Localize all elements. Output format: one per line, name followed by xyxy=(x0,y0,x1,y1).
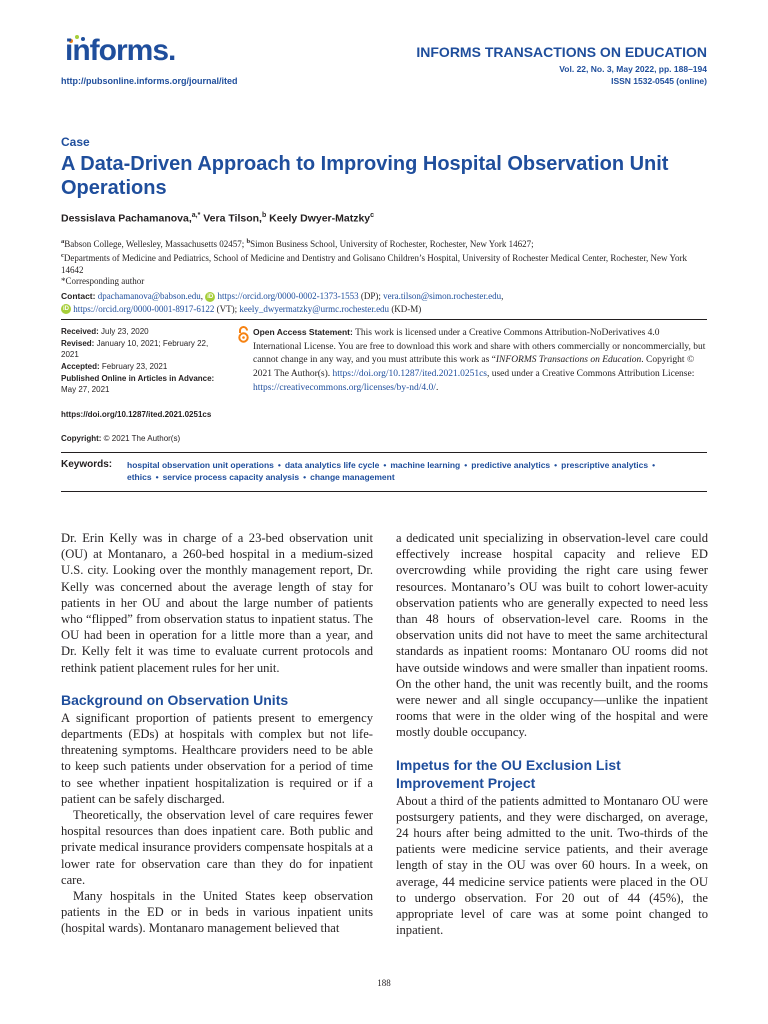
open-access-icon xyxy=(237,326,250,343)
page-number: 188 xyxy=(377,978,391,988)
body-paragraph: About a third of the patients admitted to Montanaro OU were postsurgery patients, and they were discharged, on average, 24 hours after being admitted to the unit. Two-thirds of the patients were medicine service patients, and their average length of stay in the OU was over 60 hours. In a week, on average, 44 medicine service patients were placed in the OU to undergo observation. For 20 out of 44 (45%), the appropriate level of care was at some point changed to inpatient. xyxy=(396,793,708,938)
keyword-separator: • xyxy=(383,460,387,470)
divider xyxy=(61,491,707,492)
author-name: Vera Tilson, xyxy=(200,212,262,225)
open-access-statement xyxy=(253,326,708,396)
informs-logo xyxy=(61,34,176,70)
affiliations xyxy=(61,236,711,276)
volume-info: Vol. 22, No. 3, May 2022, pp. 188–194 xyxy=(559,64,707,74)
corresponding-author-note: *Corresponding author xyxy=(61,276,145,286)
issn-info: ISSN 1532-0545 (online) xyxy=(611,76,707,86)
section-heading: Impetus for the OU Exclusion List Improvement Project xyxy=(396,756,621,791)
open-access-text: . Copyright © 2021 The Author(s). xyxy=(253,355,695,380)
published-date: May 27, 2021 xyxy=(61,385,110,394)
body-paragraph: Theoretically, the observation level of care requires fewer hospital resources than does inpatient care. Both public and private medical insurance providers compensate hospitals at a lower rate for observation care than they do for inpatient care. xyxy=(61,808,373,887)
license-link[interactable]: https://creativecommons.org/licenses/by-nd/4.0/ xyxy=(253,382,436,393)
author-superscript: c xyxy=(370,212,375,219)
open-access-text: This work is licensed under a Creative Commons Attribution-NoDerivatives 4.0 International License. You are free to download this work and share with others commercially or noncommercially, but cannot change in any way, and you must attribute this work as “ xyxy=(253,328,706,366)
journal-name-italic: INFORMS Transactions on Education xyxy=(495,355,642,366)
orcid-icon: iD xyxy=(207,293,214,300)
keyword-link[interactable]: ethics xyxy=(127,472,152,482)
divider xyxy=(61,452,707,453)
affil-sup: c xyxy=(61,252,64,259)
body-paragraph: Many hospitals in the United States keep observation patients in the ED or in beds in various inpatient units (hospital wards). Montanaro management believed that xyxy=(61,889,373,936)
author-list xyxy=(61,212,374,225)
open-access-text: , used under a Creative Commons Attribution License: xyxy=(486,369,695,380)
open-access-text: . xyxy=(435,382,439,393)
author-tag: (VT); xyxy=(216,303,238,314)
affil-sup: a xyxy=(61,238,65,245)
article-type: Case xyxy=(61,135,90,149)
body-paragraph: A significant proportion of patients present to emergency departments (EDs) at hospitals with complex but not life-threatening symptoms. Healthcare providers need to be able to keep such patients under observation for a period of time to see whether inpatient hospitalization is required or if a patient can be safely discharged. xyxy=(61,710,373,806)
affil-sup: b xyxy=(246,238,251,245)
section-heading: Background on Observation Units xyxy=(61,691,289,708)
keywords-label: Keywords: xyxy=(61,459,113,470)
body-column-left xyxy=(61,530,373,937)
affil-text: Babson College, Wellesley, Massachusetts 02457; xyxy=(64,239,247,249)
received-date: July 23, 2020 xyxy=(101,327,149,336)
copyright-text: © 2021 The Author(s) xyxy=(103,434,181,443)
open-access-label: Open Access Statement: xyxy=(253,327,353,337)
keyword-separator: • xyxy=(652,460,656,470)
body-paragraph: a dedicated unit specializing in observation-level care could effectively increase hospital capacity and relieve ED overcrowding while providing the right care using fewer resources. Montanaro’s OU was built to cohort lower-acuity observation patients who are generally expected to need less than 48 hours of observation-level care. Rooms in the observation units did not have to meet the same architectural standards as inpatient rooms: Montanaro OU rooms did not have outside windows and were smaller than inpatient rooms. On the other hand, the unit was recently built, and the rooms were newer and all single occupancy—unlike the inpatient rooms that were in the older wing of the hospital and were mostly double occupancy. xyxy=(396,531,708,740)
journal-title: INFORMS TRANSACTIONS ON EDUCATION xyxy=(416,44,707,60)
article-dates xyxy=(61,326,221,396)
keyword-separator: • xyxy=(464,460,468,470)
email-link[interactable]: keely_dwyermatzky@urmc.rochester.edu xyxy=(239,303,390,314)
keyword-link[interactable]: predictive analytics xyxy=(471,460,551,470)
contact-info: Contact: dpachamanova@babson.edu, iD https://orcid.org/0000-0002-1373-1553 (DP); vera.tilson@simon.rochester.edu, iD https://orcid.org/0000-0001-8917-6122 (VT); keely_dwyermatzky@urmc.rochester.edu (KD-M) xyxy=(61,291,504,314)
affil-text: Departments of Medicine and Pediatrics, School of Medicine and Dentistry and Golisano Children’s Hospital, University of Rochester Medical Center, Rochester, New York 14642 xyxy=(61,253,688,275)
orcid-link[interactable]: https://orcid.org/0000-0001-8917-6122 xyxy=(73,303,215,314)
keyword-link[interactable]: machine learning xyxy=(390,460,461,470)
copyright-line xyxy=(61,434,180,443)
affil-text: Simon Business School, University of Rochester, Rochester, New York 14627; xyxy=(250,239,534,249)
received-label: Received: xyxy=(61,327,99,336)
body-column-right xyxy=(396,530,708,938)
author-name: Dessislava Pachamanova, xyxy=(61,212,192,225)
accepted-date: February 23, 2021 xyxy=(101,362,168,371)
keyword-link[interactable]: prescriptive analytics xyxy=(561,460,649,470)
author-name: Keely Dwyer-Matzky xyxy=(266,212,371,225)
revised-date: January 10, 2021; February 22, 2021 xyxy=(61,339,209,359)
keyword-separator: • xyxy=(277,460,281,470)
keywords-list xyxy=(127,459,712,483)
author-tag: (KD-M) xyxy=(391,303,422,314)
orcid-link[interactable]: https://orcid.org/0000-0002-1373-1553 xyxy=(217,291,359,301)
keyword-link[interactable]: data analytics life cycle xyxy=(284,460,380,470)
email-link[interactable]: vera.tilson@simon.rochester.edu xyxy=(383,291,502,301)
divider xyxy=(61,319,707,320)
published-label: Published Online in Articles in Advance: xyxy=(61,374,215,383)
keyword-separator: • xyxy=(155,472,159,482)
keyword-separator: • xyxy=(303,472,307,482)
open-access-doi-link[interactable]: https://doi.org/10.1287/ited.2021.0251cs xyxy=(332,369,487,380)
intro-paragraph: Dr. Erin Kelly was in charge of a 23-bed observation unit (OU) at Montanaro, a 260-bed hospital in a medium-sized U.S. city. Looking over the monthly management report, Dr. Kelly was concerned about the average length of stay for patients in her OU and about the large number of patients who “flipped” from observation status to inpatient status. The OU had been in operation for a little more than a year, and Dr. Kelly felt it was time to evaluate current protocols and rethink patient placement rules for her unit. xyxy=(61,531,373,675)
keyword-link[interactable]: service process capacity analysis xyxy=(162,472,300,482)
keyword-link[interactable]: change management xyxy=(310,472,395,482)
journal-url-link[interactable]: http://pubsonline.informs.org/journal/ited xyxy=(61,76,238,86)
author-tag: (DP); xyxy=(360,291,381,301)
email-link[interactable]: dpachamanova@babson.edu xyxy=(97,291,201,301)
keyword-separator: • xyxy=(554,460,558,470)
keyword-link[interactable]: hospital observation unit operations xyxy=(127,460,274,470)
copyright-label: Copyright: xyxy=(61,434,102,443)
orcid-icon: iD xyxy=(63,306,69,313)
doi-link[interactable]: https://doi.org/10.1287/ited.2021.0251cs xyxy=(61,410,212,419)
author-superscript: a,* xyxy=(191,212,201,219)
author-superscript: b xyxy=(261,212,267,219)
revised-label: Revised: xyxy=(61,339,95,348)
article-title: A Data-Driven Approach to Improving Hospital Observation Unit Operations xyxy=(61,153,669,199)
accepted-label: Accepted: xyxy=(61,362,100,371)
contact-label: Contact: xyxy=(61,291,96,301)
logo-wordmark: informs. xyxy=(65,34,176,67)
